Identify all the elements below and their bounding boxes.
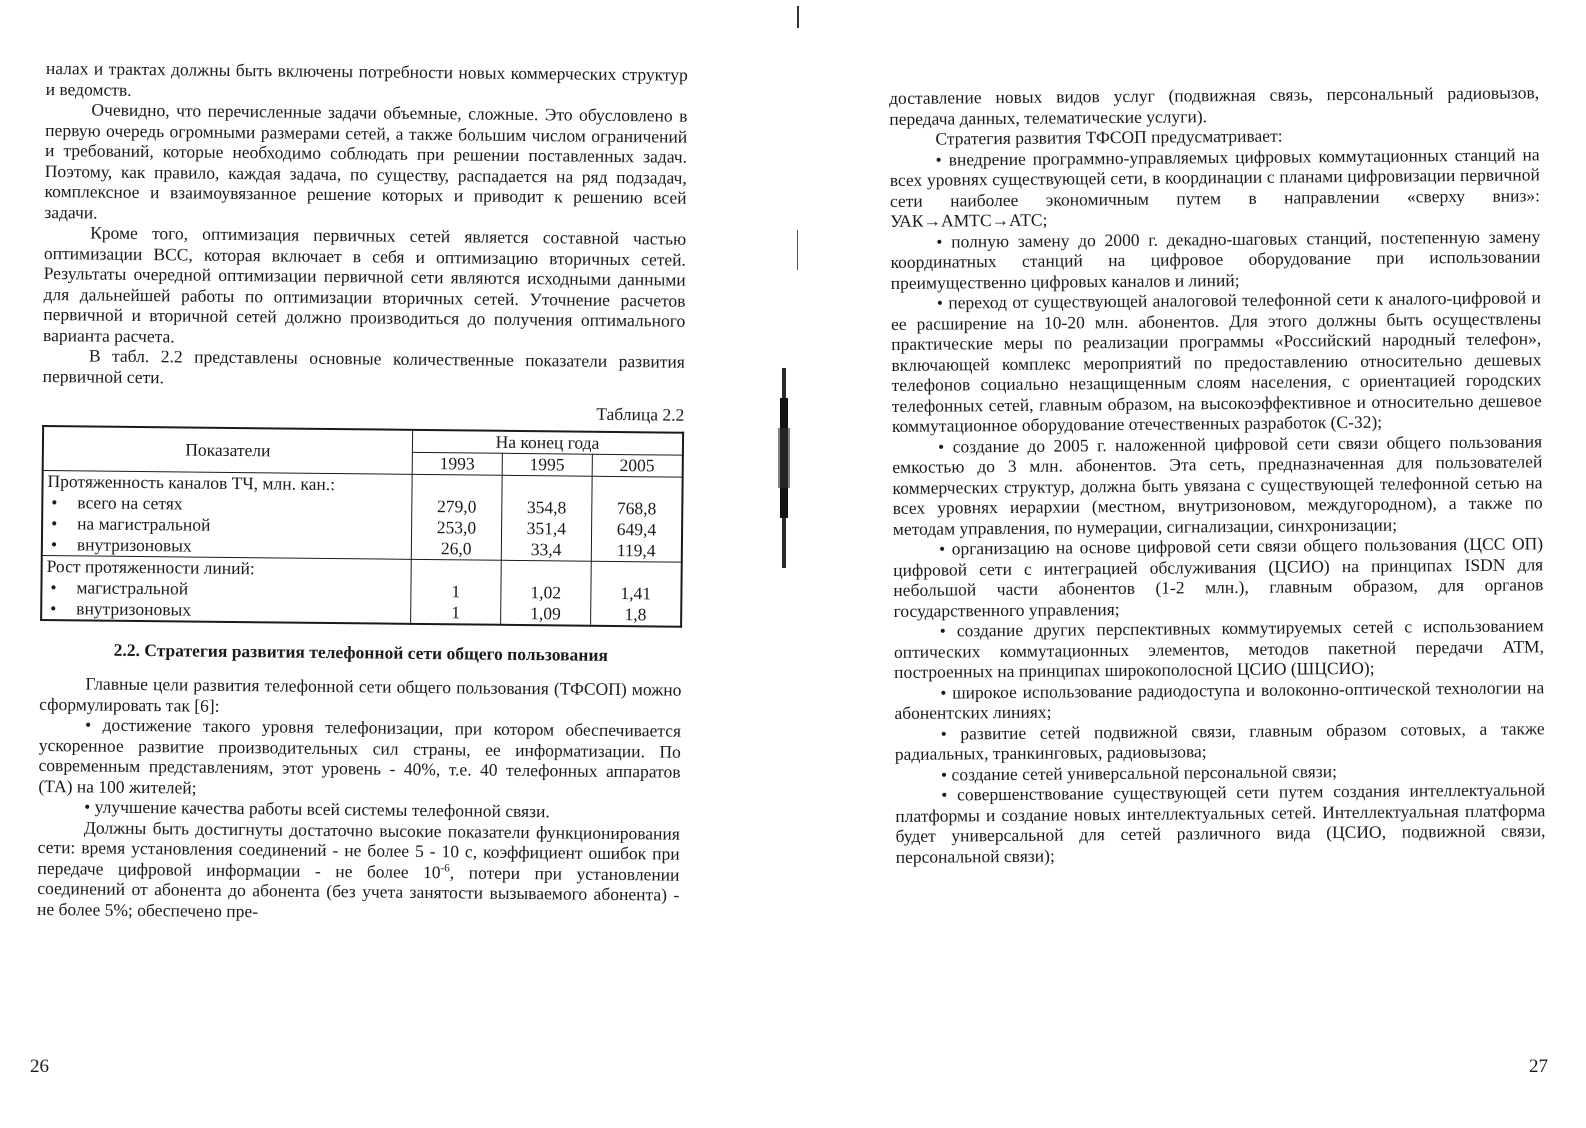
table-header-indicators: Показатели — [43, 425, 413, 473]
table-value: 768,8 — [616, 497, 657, 518]
table-cell-1995 — [501, 475, 592, 561]
table-value: 1,02 — [530, 581, 562, 602]
bullet-paragraph: • улучшение качества работы всей системы телефонной связи. — [84, 796, 550, 822]
bullet-paragraph: • полную замену до 2000 г. декадно-шаговых станций, постепенную замену координатных станций на цифровое оборудование при использовании преимущественно цифровых каналов и линий; — [890, 225, 1541, 293]
right-page — [793, 0, 1586, 1128]
bullet-paragraph: • переход от существующей аналоговой телефонной сети к аналого-цифровой и ее расширение на 10-20 млн. абонентов. Для этого должны быть осуществлены практические меры по реализации программы «Российский народный телефон», включающей комплекс мероприятий по предоставлению относительно дешевых телефонов социально незащищенным слоям населения, с ориентацией городских телефонных сетей, главным образом, на высокоэффективное и относительно дешевое коммутационное оборудование отечественных разработок (С-32); — [890, 287, 1542, 436]
bullet-paragraph: • создание до 2005 г. наложенной цифровой сети связи общего пользования емкостью до 3 млн. абонентов. Эта сеть, предназначенная для пользователей коммерческих структур, должна быть увязана с существующей телефонной сетью на всех уровнях иерархии (местном, внутризоновом, междугородном), а также по методам управления, по нумерации, сигнализации, синхронизации; — [892, 430, 1543, 539]
paragraph: В табл. 2.2 представлены основные количественные показатели развития первичной сети. — [42, 345, 685, 387]
table-value: 119,4 — [616, 539, 656, 560]
superscript: -6 — [440, 861, 450, 874]
indicators-table — [40, 424, 684, 627]
table-cell-1993 — [411, 559, 502, 624]
table-row-label: • магистральной — [46, 577, 406, 602]
bullet-paragraph: • создание сетей универсальной персональной связи; — [940, 760, 1337, 785]
table-row-label: • на магистральной — [47, 513, 407, 538]
table-value: 649,4 — [616, 518, 657, 539]
table-value: 279,0 — [436, 495, 477, 517]
right-page-body — [889, 82, 1546, 867]
table-value: 1 — [451, 580, 461, 601]
table-value: 33,4 — [530, 538, 562, 559]
table-group-labels — [41, 555, 411, 623]
paragraph-text: Должны быть достигнуты достаточно высокие показатели функционирования сети: время установления соединений - не более 5 - 10 с, коэффициент ошибок при передаче цифровой информации - не более 10 — [37, 816, 681, 882]
bullet-paragraph: • широкое использование радиодоступа и волоконно-оптической технологии на абонентских линиях; — [894, 676, 1545, 723]
paragraph — [37, 816, 680, 925]
table-header-year: 1993 — [412, 452, 502, 475]
table-cell-2005 — [590, 561, 681, 626]
bullet-paragraph: • внедрение программно-управляемых цифровых коммутационных станций на всех уровнях существующей сети, в координации с планами цифровизации первичной сети наиболее экономичным путем в направлении «сверху вниз»: УАК→АМТС→АТС; — [889, 143, 1541, 231]
table-group-labels — [42, 470, 412, 559]
table-value: 253,0 — [436, 516, 477, 538]
table-caption: Таблица 2.2 — [596, 403, 685, 425]
table-group-lines — [41, 555, 682, 626]
bullet-paragraph: • совершенствование существующей сети путем создания интеллектуальной платформы и создание новых интеллектуальных сетей. Интеллектуальная платформа будет универсальной для сетей различного вида (ЦСИО, подвижной связи, персональной связи); — [895, 779, 1546, 867]
table-cell-1993 — [411, 474, 502, 560]
bullet-paragraph: • создание других перспективных коммутируемых сетей с использованием оптических коммутационных элементов, методов пакетной передачи АТМ, построенных на принципах широкополосной ЦСИО (ШЦСИО); — [893, 615, 1544, 682]
table-row-label: • внутризоновых — [47, 534, 407, 559]
paragraph: Стратегия развития ТФСОП предусматривает: — [935, 125, 1283, 149]
paragraph: доставление новых видов услуг (подвижная связь, персональный радиовызов, передача данных, телематические услуги). — [889, 82, 1540, 129]
paragraph: Главные цели развития телефонной сети общего пользования (ТФСОП) можно сформулировать так [6]: — [39, 673, 682, 716]
table-group-channels — [42, 470, 683, 562]
page-number: 26 — [30, 1056, 49, 1077]
table-value: 26,0 — [440, 537, 472, 558]
table-value: 1,09 — [530, 602, 561, 623]
table-value: 1,8 — [624, 603, 647, 624]
paragraph: Очевидно, что перечисленные задачи объемные, сложные. Это обусловлено в первую очередь огромными размерами сетей, а также большим числом ограничений и требований, которые необходимо соблюдать при решении поставленных задач. Поэтому, как правило, каждая задача, по существу, распадается на ряд подзадач, комплексное и взаимоувязанное решение которых и приводит к решению всей задачи. — [44, 99, 688, 223]
table-value: 1,41 — [620, 582, 652, 603]
bullet-paragraph: • организацию на основе цифровой сети связи общего пользования (ЦСС ОП) цифровой сети с интеграцией обслуживания (ЦСИО) на принципах ISDN для небольшой части абонентов (1-2 млн.), главным образом, для органов государственного управления; — [893, 533, 1544, 621]
table-value: 351,4 — [526, 517, 567, 538]
table-cell-1995 — [500, 560, 591, 625]
section-title: 2.2. Стратегия развития телефонной сети общего пользования — [113, 639, 609, 665]
paragraph: налах и трактах должны быть включены потребности новых коммерческих структур и ведомств. — [45, 58, 688, 100]
table-group-title: Рост протяженности линий: — [46, 555, 255, 578]
table-value: 354,8 — [526, 496, 567, 517]
page-number: 27 — [1529, 1056, 1548, 1077]
table-header-year: 2005 — [592, 454, 683, 477]
bullet-paragraph: • развитие сетей подвижной связи, главным образом сотовых, а также радиальных, транкинговых, радиовызова; — [894, 717, 1545, 764]
table-header-period: На конец года — [412, 429, 683, 454]
table-row-label: • внутризоновых — [46, 598, 406, 623]
table-header-year: 1995 — [502, 453, 592, 476]
table-cell-2005 — [591, 476, 683, 562]
bullet-paragraph: • достижение такого уровня телефонизации, при котором обеспечивается ускоренное развитие производительных сил страны, ее информатизации. По современным представлениям, этот уровень - 40%, т.е. 40 телефонных аппаратов (ТА) на 100 жителей; — [38, 714, 682, 798]
table-value: 1 — [451, 601, 461, 622]
paragraph-text: , потери при установлении соединений от абонента до абонента (без учета занятости вызываемого абонента) - не более 5%; обеспечено пре- — [36, 861, 680, 921]
paragraph: Кроме того, оптимизация первичных сетей является составной частью оптимизации ВСС, которая включает в себя и оптимизацию вторичных сетей. Результаты очередной оптимизации первичной сети являются исходными данными для дальнейшей работы по оптимизации вторичных сетей. Уточнение расчетов первичной и вторичной сетей должно производиться до получения оптимального варианта расчета. — [42, 222, 687, 346]
table-row-label: • всего на сетях — [47, 492, 407, 517]
table-group-title: Протяженность каналов ТЧ, млн. кан.: — [47, 470, 336, 494]
left-page-body — [37, 58, 688, 926]
